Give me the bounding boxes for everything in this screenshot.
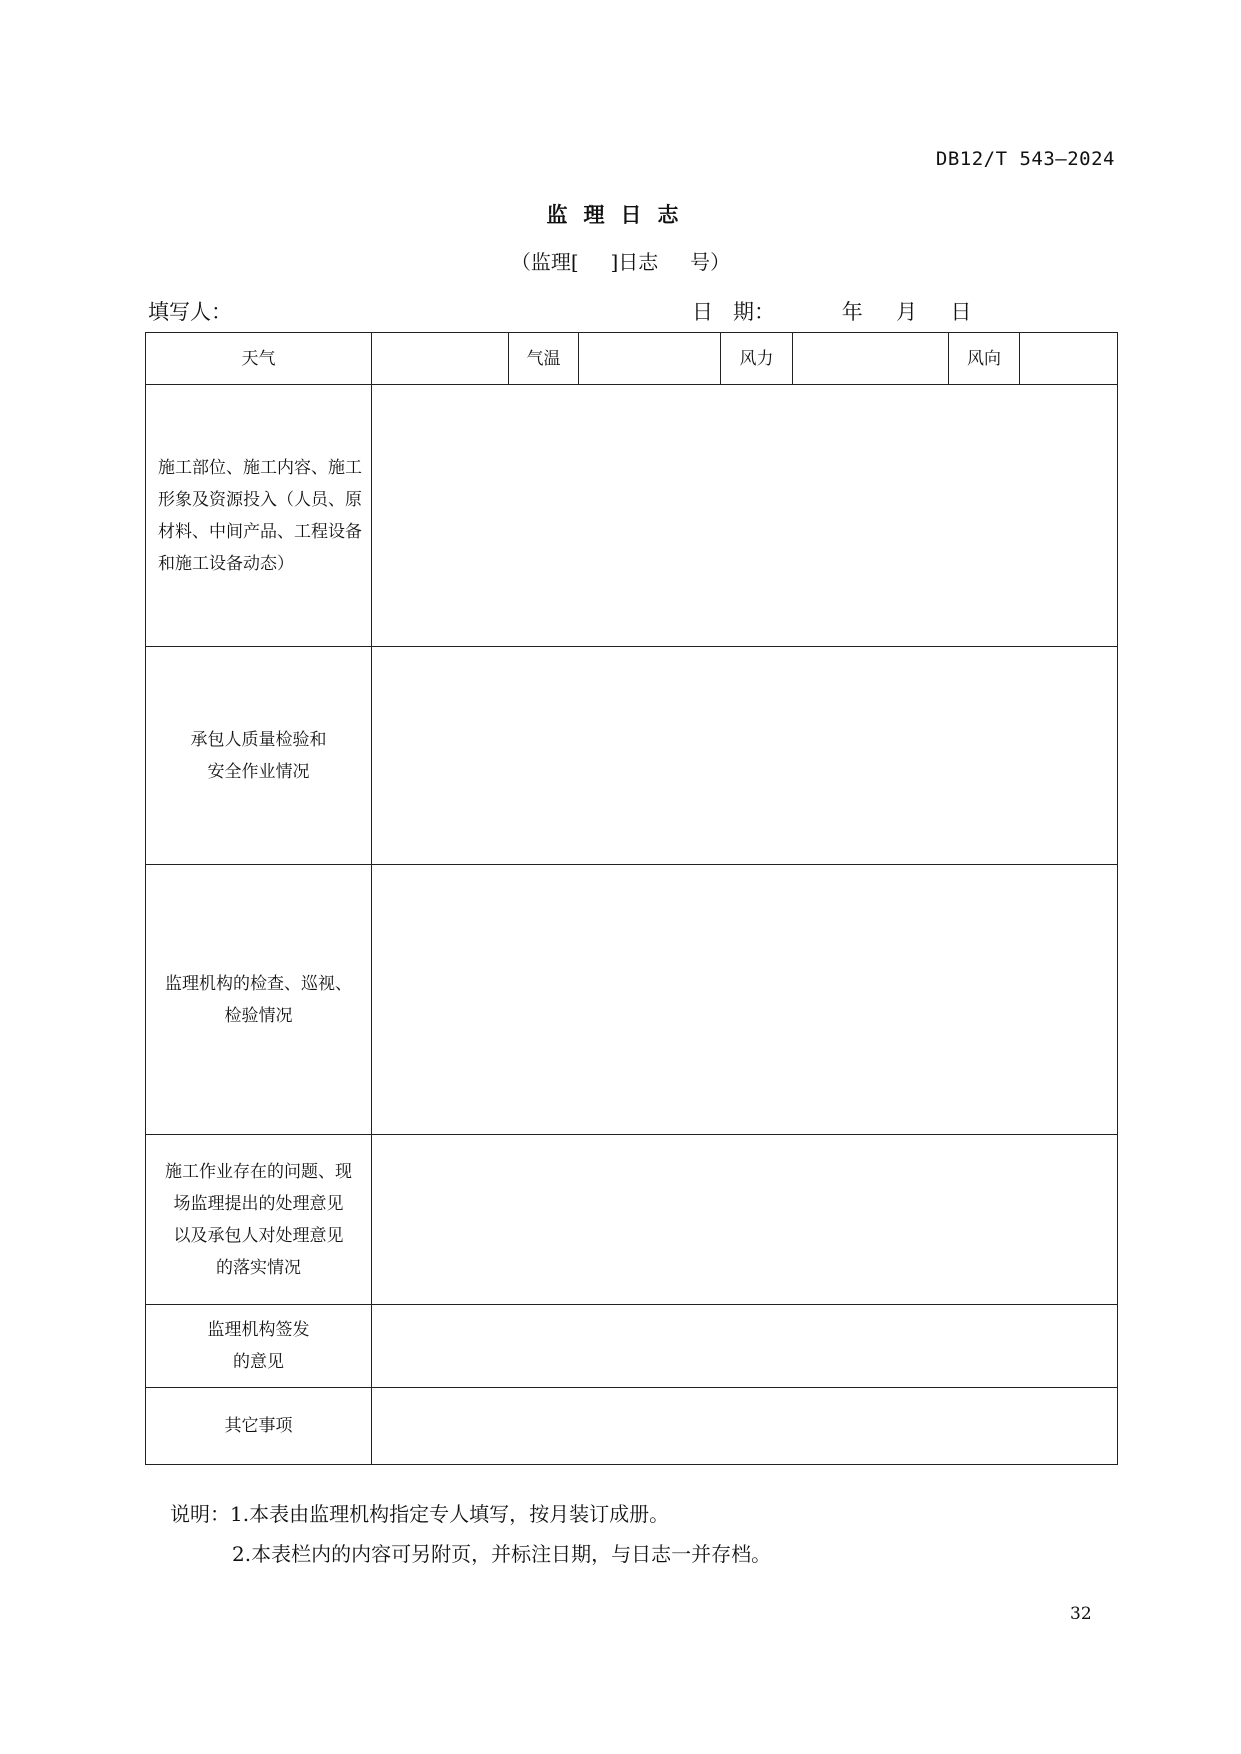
table-row: [146, 647, 1118, 865]
temperature-field[interactable]: [579, 333, 721, 385]
wind-direction-label: 风向: [949, 333, 1020, 385]
table-row: [146, 1388, 1118, 1465]
note-1: 说明：1.本表由监理机构指定专人填写，按月装订成册。: [170, 1502, 670, 1526]
supervision-log-table: [145, 332, 1118, 1465]
page-number: 32: [1070, 1604, 1092, 1624]
contractor-quality-safety-label: 承包人质量检验和 安全作业情况: [146, 647, 372, 865]
problems-handling-field[interactable]: [372, 1135, 1118, 1305]
weather-label: 天气: [146, 333, 372, 385]
filler-label: 填写人：: [148, 300, 232, 324]
other-matters-field[interactable]: [372, 1388, 1118, 1465]
table-row: [146, 1305, 1118, 1388]
table-row: [146, 1135, 1118, 1305]
table-row: [146, 865, 1118, 1135]
wind-direction-field[interactable]: [1020, 333, 1118, 385]
weather-row: [146, 333, 1118, 385]
wind-force-label: 风力: [721, 333, 793, 385]
problems-handling-label: 施工作业存在的问题、现 场监理提出的处理意见 以及承包人对处理意见 的落实情况: [146, 1135, 372, 1305]
supervision-opinion-label: 监理机构签发 的意见: [146, 1305, 372, 1388]
supervision-opinion-field[interactable]: [372, 1305, 1118, 1388]
construction-status-label: 施工部位、施工内容、施工形象及资源投入（人员、原材料、中间产品、工程设备和施工设备动态）: [146, 385, 372, 647]
page-title: 监理日志: [546, 203, 695, 227]
construction-status-field[interactable]: [372, 385, 1118, 647]
weather-field[interactable]: [372, 333, 509, 385]
note-2: 2.本表栏内的内容可另附页，并标注日期，与日志一并存档。: [232, 1542, 772, 1566]
supervision-inspection-label: 监理机构的检查、巡视、 检验情况: [146, 865, 372, 1135]
other-matters-label: 其它事项: [146, 1388, 372, 1465]
date-line: 日 期： 年 月 日: [692, 300, 972, 324]
log-number-line: （监理[ ]日志 号）: [510, 250, 731, 274]
table-row: [146, 385, 1118, 647]
contractor-quality-safety-field[interactable]: [372, 647, 1118, 865]
document-code: DB12/T 543—2024: [935, 148, 1115, 170]
wind-force-field[interactable]: [793, 333, 949, 385]
supervision-inspection-field[interactable]: [372, 865, 1118, 1135]
temperature-label: 气温: [509, 333, 579, 385]
